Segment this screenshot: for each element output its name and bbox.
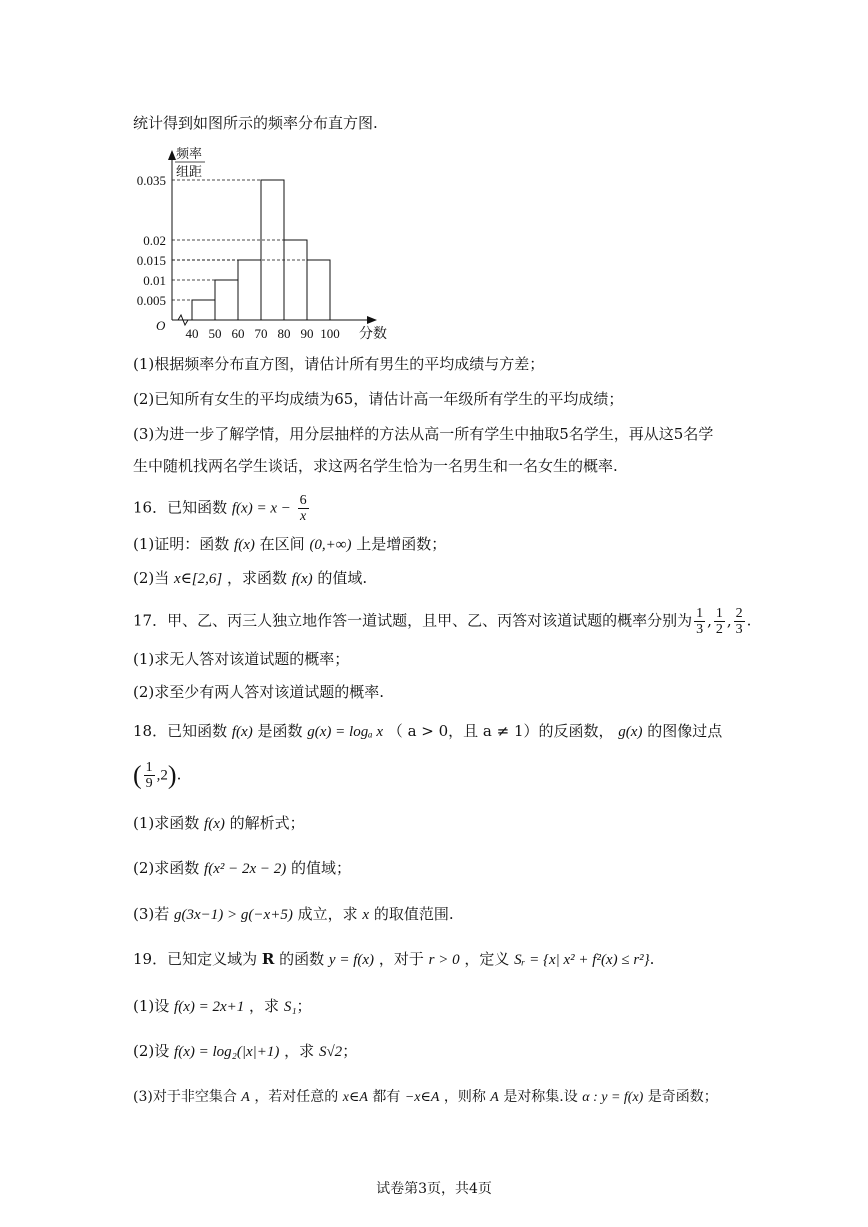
- q19-p2-c: ，求: [284, 1042, 315, 1060]
- q17-frac1: [694, 606, 705, 637]
- q16-part1: [133, 534, 446, 555]
- q16-p1-b: f(x): [234, 537, 255, 553]
- q18-p1-b: f(x): [204, 816, 225, 832]
- q18-paren-left: (: [133, 760, 142, 790]
- q15-part2: (2)已知所有女生的平均成绩为65，请估计高一年级所有学生的平均成绩；: [133, 390, 624, 408]
- q19-stem: 19．已知定义域为 R 的函数 y = f(x) ，对于 r > 0 ，定义 Sᵣ = {x| x² + f²(x) ≤ r²}.: [133, 950, 655, 968]
- q18-p3-a: (3)若: [133, 905, 170, 923]
- q19-part2: (2)设 f(x) = log₂(|x|+1) ，求 S√2；: [133, 1042, 358, 1060]
- q19-p3-c: ，若对任意的: [254, 1089, 339, 1105]
- histogram-bar: [261, 180, 284, 320]
- q18-stem-e: （ a > 0，且 a ≠ 1）的反函数，: [387, 722, 614, 740]
- q19-p1-c: ，求: [249, 997, 280, 1015]
- q19-p3-k: 是奇函数；: [647, 1089, 718, 1105]
- q19-p3-h: A: [490, 1090, 499, 1105]
- q17-f3d: 3: [735, 622, 743, 637]
- q15-part3b: 生中随机找两名学生谈话，求这两名学生恰为一名男生和一名女生的概率.: [133, 457, 618, 475]
- q18-stem-b: f(x): [231, 724, 253, 740]
- histogram-bar: [238, 260, 261, 320]
- histogram-bar: [192, 300, 215, 320]
- q16-p2-c: ，求函数: [227, 569, 288, 587]
- q16-fraction: [298, 493, 309, 524]
- page-footer: 试卷第3页，共4页: [376, 1181, 492, 1197]
- q18-p2-b: f(x² − 2x − 2): [204, 861, 287, 877]
- histogram-bar: [284, 240, 307, 320]
- x-tick-label: 50: [208, 326, 222, 340]
- q19-p3-i: 是对称集.设: [503, 1089, 578, 1105]
- histogram-bar: [215, 280, 238, 320]
- q17-f1d: 3: [696, 622, 704, 637]
- q19-p1-a: (1)设: [133, 997, 170, 1015]
- q18-stem-d: g(x) = logₐ x: [307, 724, 384, 740]
- q17-f2n: 1: [715, 606, 723, 621]
- x-tick-label: 70: [254, 326, 268, 340]
- q18-stem-f: g(x): [618, 724, 643, 740]
- q19-p1-b: f(x) = 2x+1: [174, 999, 245, 1015]
- y-tick-label: 0.005: [136, 293, 166, 308]
- q19-p3-e: 都有: [372, 1089, 401, 1105]
- q19-p3-b: A: [241, 1090, 250, 1105]
- q16-p1-c: 在区间: [259, 535, 305, 553]
- q18-part2: [133, 858, 351, 879]
- q17-f3n: 2: [735, 606, 743, 621]
- q16-p1-e: 上是增函数；: [356, 535, 447, 553]
- histogram-bar: [307, 260, 330, 320]
- q16-p2-e: 的值域.: [317, 569, 368, 587]
- q18-pt-rest: ,2: [156, 767, 168, 784]
- q18-p3-d: x: [362, 907, 370, 923]
- q16-stem-label: 16．已知函数: [133, 498, 228, 517]
- q17-stem-text: 17．甲、乙、丙三人独立地作答一道试题，且甲、乙、丙答对该道试题的概率分别为: [133, 611, 693, 630]
- q16-p1-a: (1)证明：函数: [133, 535, 230, 553]
- q15-part1: (1)根据频率分布直方图，请估计所有男生的平均成绩与方差；: [133, 355, 545, 373]
- q15-part3a: (3)为进一步了解学情，用分层抽样的方法从高一所有学生中抽取5名学生，再从这5名学: [133, 425, 714, 443]
- q18-stem-g: 的图像过点: [647, 722, 723, 740]
- q18-p1-a: (1)求函数: [133, 814, 200, 832]
- q19-p3-a: (3)对于非空集合: [133, 1089, 237, 1105]
- q19-stem-f: r > 0: [428, 952, 460, 968]
- q18-part1: [133, 813, 305, 834]
- q17-f1n: 1: [696, 606, 704, 621]
- q19-p3-g: ，则称: [443, 1089, 486, 1105]
- q19-stem-c: 的函数: [279, 950, 325, 968]
- q19-p1-d: S₁: [283, 999, 297, 1015]
- q18-point-frac: [144, 760, 155, 791]
- q19-stem-d: y = f(x): [328, 952, 375, 968]
- x-tick-label: 80: [277, 326, 291, 340]
- x-tick-label: 60: [231, 326, 245, 340]
- q16-frac-den: x: [300, 509, 307, 524]
- x-tick-label: 90: [300, 326, 314, 340]
- q19-p2-b: f(x) = log₂(|x|+1): [174, 1044, 280, 1060]
- q19-p3-j: α : y = f(x): [582, 1090, 644, 1105]
- q19-stem-b: R: [261, 950, 275, 968]
- q18-stem-c: 是函数: [257, 722, 303, 740]
- q19-part1: (1)设 f(x) = 2x+1 ，求 S₁；: [133, 997, 312, 1015]
- x-tick-label: 100: [320, 326, 340, 340]
- y-tick-label: 0.02: [143, 233, 166, 248]
- q18-pt-den: 9: [145, 776, 153, 791]
- q19-p3-d: x∈A: [342, 1090, 368, 1105]
- q16-frac-num: 6: [299, 493, 307, 508]
- q18-pt-num: 1: [145, 760, 153, 775]
- q17-stem: 17．甲、乙、丙三人独立地作答一道试题，且甲、乙、丙答对该道试题的概率分别为 $\frac{1}{3}$ , $\frac{1}{2}$ , $\frac{2}{3}$ .: [133, 606, 752, 637]
- y-axis-label-bottom: 组距: [176, 165, 203, 180]
- q18-stem: [133, 721, 722, 742]
- origin-label: O: [156, 318, 166, 333]
- q19-stem-e: ，对于: [378, 950, 424, 968]
- q17-f2d: 2: [715, 622, 723, 637]
- q16-p2-a: (2)当: [133, 569, 170, 587]
- q19-p3-f: −x∈A: [404, 1090, 440, 1105]
- q19-stem-h: Sᵣ = {x| x² + f²(x) ≤ r²}: [514, 952, 650, 968]
- q19-p2-a: (2)设: [133, 1042, 170, 1060]
- q19-stem-a: 19．已知定义域为: [133, 950, 258, 968]
- y-tick-label: 0.015: [136, 253, 166, 268]
- y-axis-arrow: [168, 150, 176, 160]
- q19-part3: [133, 1087, 718, 1108]
- q17-part2: (2)求至少有两人答对该道试题的概率.: [133, 683, 385, 701]
- q19-stem-g: ，定义: [464, 950, 510, 968]
- y-tick-label: 0.035: [136, 173, 166, 188]
- q18-p3-e: 的取值范围.: [373, 905, 454, 923]
- q16-p2-b: x∈[2,6]: [174, 571, 223, 587]
- q18-p2-c: 的值域；: [291, 859, 352, 877]
- x-tick-label: 40: [185, 326, 199, 340]
- q17-part1: (1)求无人答对该道试题的概率；: [133, 650, 350, 668]
- chart-bars: [172, 180, 330, 320]
- q16-part2: [133, 568, 367, 589]
- q16-p1-d: (0,+∞): [309, 537, 352, 553]
- q18-paren-right: ): [167, 760, 177, 790]
- frequency-histogram: [128, 140, 398, 340]
- q18-p3-c: 成立，求: [297, 905, 358, 923]
- intro-text: 统计得到如图所示的频率分布直方图.: [133, 114, 378, 132]
- q16-stem: [133, 493, 311, 524]
- q18-p3-b: g(3x−1) > g(−x+5): [174, 907, 293, 923]
- q16-function: f(x) = x −: [231, 500, 291, 517]
- q18-point: ( $\frac{1}{9}$ ,2).: [133, 760, 182, 791]
- q17-frac2: [714, 606, 725, 637]
- q18-p2-a: (2)求函数: [133, 859, 200, 877]
- q18-stem-a: 18．已知函数: [133, 722, 228, 740]
- q17-frac3: [734, 606, 745, 637]
- x-axis-arrow: [367, 316, 377, 324]
- q16-p2-d: f(x): [291, 571, 313, 587]
- q19-p2-d: S√2: [318, 1044, 343, 1060]
- q18-p1-c: 的解析式；: [229, 814, 305, 832]
- q18-part3: [133, 904, 454, 925]
- x-axis-label: 分数: [359, 326, 387, 340]
- y-axis-label-top: 频率: [176, 147, 203, 162]
- y-tick-label: 0.01: [143, 273, 166, 288]
